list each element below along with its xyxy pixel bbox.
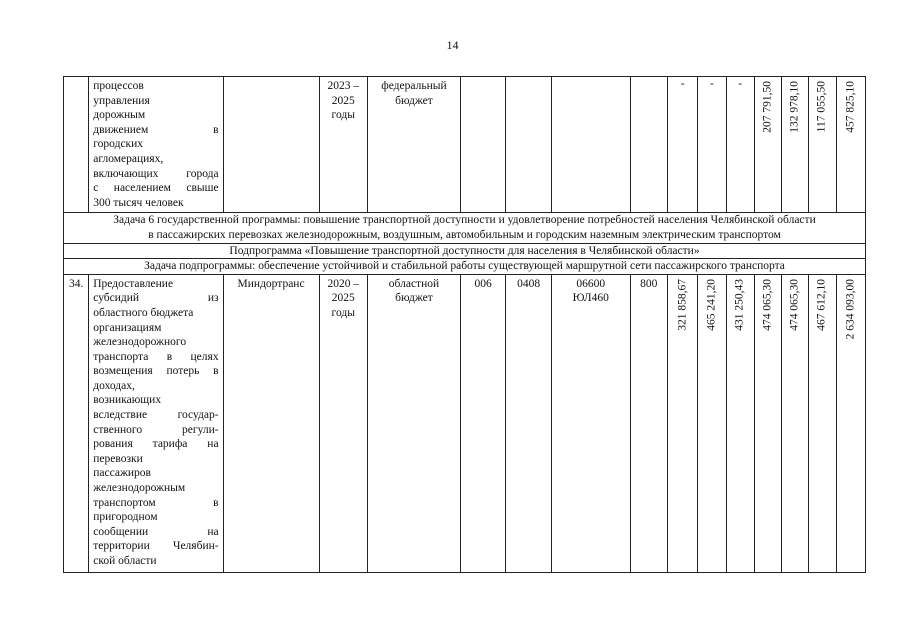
amount-cell: [809, 77, 836, 213]
years-cell: [319, 274, 367, 572]
name-line: железнодорожного: [93, 336, 187, 349]
name-line: сообщении на: [93, 525, 219, 538]
amount-cell: [782, 77, 809, 213]
amount-cell: [809, 274, 836, 572]
name-line: ственного регули-: [93, 423, 219, 436]
name-line: возникающих: [93, 394, 162, 407]
subprogram-task-row: [64, 259, 866, 275]
row-number-cell: 34.: [64, 274, 89, 572]
source-line: бюджет: [395, 292, 433, 305]
name-line: городских: [93, 138, 144, 151]
amount-value: 321 858,67: [676, 278, 689, 331]
name-line: ской области: [93, 555, 157, 567]
task-heading-line: в пассажирских перевозках железнодорожным, воздушным, автомобильным и городским наземным электрическим транспортом: [148, 228, 781, 241]
code-vr-cell: 800: [630, 274, 667, 572]
amount-total-cell: [836, 274, 865, 572]
code-vr-cell: [630, 77, 667, 213]
name-line: транспортом в: [93, 496, 219, 509]
name-line: субсидий из: [93, 292, 219, 305]
code-grbs-cell: 006: [460, 274, 505, 572]
code-csr-cell: [551, 274, 630, 572]
source-line: федеральный: [381, 80, 447, 92]
years-line: 2023 –: [327, 80, 360, 92]
table-row: [64, 274, 866, 572]
subprogram-heading: Подпрограмма «Повышение транспортной доступности для населения в Челябинской области»: [64, 243, 866, 259]
code-csr-line: 06600: [576, 277, 606, 290]
dash-mark: -: [738, 78, 743, 90]
amount-cell: [726, 274, 754, 572]
years-line: 2025: [331, 94, 355, 107]
name-line: железнодорожным: [93, 482, 186, 495]
amount-cell: [667, 77, 697, 213]
amount-cell: [754, 77, 781, 213]
name-line: перевозки: [93, 452, 143, 465]
years-line: годы: [331, 109, 355, 122]
source-cell: [368, 274, 461, 572]
source-line: областной: [388, 277, 440, 290]
measure-name-cell: [89, 77, 223, 213]
task-heading-line: Задача 6 государственной программы: повышение транспортной доступности и удовлетворение потребностей населения Челябинской области: [113, 214, 816, 227]
executor-cell: Миндортранс: [223, 274, 319, 572]
measure-name-cell: [89, 274, 223, 572]
subprogram-row: [64, 243, 866, 259]
name-line: областного бюджета: [93, 306, 194, 319]
name-line: движением в: [93, 123, 219, 136]
name-line: с населением свыше: [93, 182, 219, 195]
name-line: доходах,: [93, 379, 135, 392]
code-rzpr-cell: [506, 77, 551, 213]
name-line: пассажиров: [93, 467, 151, 480]
amount-cell: [698, 274, 726, 572]
amount-value: 117 055,50: [815, 81, 828, 133]
budget-table: [63, 76, 866, 573]
amount-total-cell: [836, 77, 865, 213]
code-csr-line: ЮЛ460: [572, 292, 609, 305]
name-line: Предоставление: [93, 277, 174, 290]
page-number: 14: [446, 38, 459, 52]
source-cell: [368, 77, 461, 213]
name-line: 300 тысяч человек: [93, 196, 184, 209]
amount-cell: [726, 77, 754, 213]
name-line: рования тарифа на: [93, 438, 219, 451]
amount-cell: [754, 274, 781, 572]
name-line: возмещения потерь в: [93, 365, 219, 378]
executor-cell: [223, 77, 319, 213]
name-line: вследствие государ-: [93, 409, 219, 422]
amount-total-value: 457 825,10: [844, 81, 857, 133]
name-line: транспорта в целях: [93, 350, 219, 363]
dash-mark: -: [680, 78, 685, 90]
dash-mark: -: [709, 78, 714, 90]
name-line: агломерациях,: [93, 152, 164, 165]
years-cell: [319, 77, 367, 213]
name-line: включающих города: [93, 167, 219, 180]
amount-value: 474 065,30: [788, 278, 801, 331]
years-line: 2025: [331, 292, 355, 305]
name-line: управления: [93, 94, 150, 107]
code-grbs-cell: [460, 77, 505, 213]
amount-value: 431 250,43: [733, 278, 746, 331]
name-line: организациям: [93, 321, 162, 334]
years-line: 2020 –: [327, 277, 360, 290]
code-rzpr-cell: 0408: [506, 274, 551, 572]
amount-cell: [698, 77, 726, 213]
task-heading-row: [64, 213, 866, 243]
row-number-cell: [64, 77, 89, 213]
name-line: дорожным: [93, 109, 146, 122]
amount-cell: [782, 274, 809, 572]
amount-cell: [667, 274, 697, 572]
years-line: годы: [331, 306, 355, 319]
source-line: бюджет: [395, 94, 433, 107]
amount-value: 474 065,30: [761, 278, 774, 331]
table-row: [64, 77, 866, 213]
subprogram-task-heading: Задача подпрограммы: обеспечение устойчивой и стабильной работы существующей маршрутной сети пассажирского транспорта: [64, 259, 866, 275]
name-line: процессов: [93, 80, 144, 92]
code-csr-cell: [551, 77, 630, 213]
amount-value: 207 791,50: [761, 81, 774, 133]
name-line: территории Челябин-: [93, 540, 219, 553]
task-heading: [64, 213, 866, 243]
name-line: пригородном: [93, 511, 158, 524]
amount-value: 132 978,10: [788, 81, 801, 133]
amount-value: 467 612,10: [815, 278, 828, 331]
amount-total-value: 2 634 093,00: [844, 278, 857, 340]
amount-value: 465 241,20: [705, 278, 718, 331]
